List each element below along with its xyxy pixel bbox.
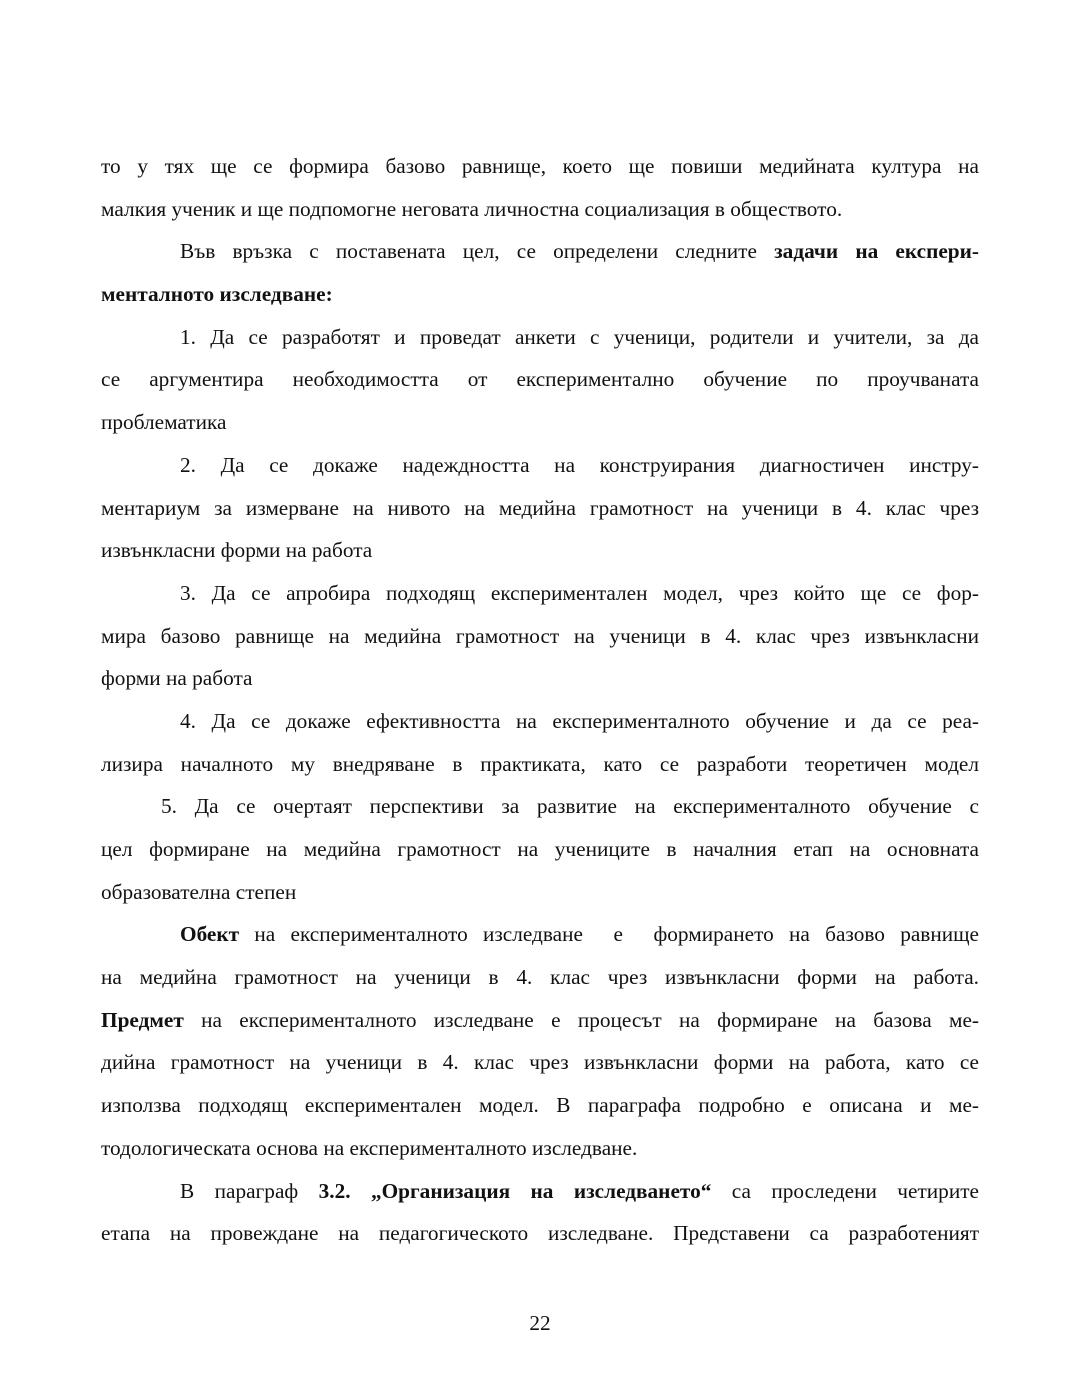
text-line: цел формиране на медийна грамотност на учениците в началния етап на основната xyxy=(101,837,979,861)
task-2-line: 2. Да се докаже надеждността на конструирания диагностичен инстру- xyxy=(180,452,979,477)
object-label: Обект xyxy=(180,922,240,947)
tasks-intro-line xyxy=(101,230,979,273)
text-line: мира базово равнище на медийна грамотност на ученици в 4. клас чрез извънкласни xyxy=(101,623,979,648)
task-5-line: 5. Да се очертаят перспективи за развитие на експерименталното обучение с xyxy=(161,794,979,819)
text-run: са проследени четирите xyxy=(711,1178,979,1203)
text-line: малкия ученик и ще подпомогне неговата личностна социализация в обществото. xyxy=(101,196,843,221)
text-run: на експерименталното изследване е процесът на формиране на базова ме- xyxy=(183,1007,979,1032)
text-line: лизира началното му внедряване в практиката, като се разработи теоретичен модел xyxy=(101,751,979,776)
text-line: използва подходящ експериментален модел. В параграфа подробно е описана и ме- xyxy=(101,1093,979,1118)
text-line: на медийна грамотност на ученици в 4. клас чрез извънкласни форми на работа. xyxy=(101,965,979,990)
tasks-heading-cont xyxy=(101,273,979,316)
task-3-line: 3. Да се апробира подходящ експериментален модел, чрез който ще се фор- xyxy=(180,580,979,605)
page-body xyxy=(101,145,979,1255)
text-line: то у тях ще се формира базово равнище, което ще повиши медийната култура на xyxy=(101,154,979,178)
text-line: форми на работа xyxy=(101,666,253,691)
subject-label: Предмет xyxy=(101,1007,184,1032)
object-line xyxy=(101,913,979,956)
text-line: образователна степен xyxy=(101,879,297,904)
text-line: проблематика xyxy=(101,410,227,435)
text-run: В параграф xyxy=(180,1178,319,1203)
tasks-heading-end: менталното изследване: xyxy=(101,282,333,307)
task-4-line: 4. Да се докаже ефективността на експерименталното обучение и да се реа- xyxy=(180,708,979,733)
text-line: дийна грамотност на ученици в 4. клас чрез извънкласни форми на работа, като се xyxy=(101,1050,979,1075)
section-title: 3.2. „Организация на изследването“ xyxy=(318,1178,712,1203)
text-run: на експерименталното изследване е формирането на базово равнище xyxy=(239,922,979,947)
task-1-line: 1. Да се разработят и проведат анкети с ученици, родители и учители, за да xyxy=(180,324,979,349)
text-line: тодологическата основа на експерименталното изследване. xyxy=(101,1135,638,1160)
section-ref-line xyxy=(101,1170,979,1213)
subject-line xyxy=(101,999,979,1042)
tasks-heading: задачи на експери- xyxy=(774,239,980,264)
page-number: 22 xyxy=(529,1311,551,1335)
text-line: етапа на провеждане на педагогическото изследване. Представени са разработеният xyxy=(101,1221,979,1246)
text-line: извънкласни форми на работа xyxy=(101,538,373,563)
text-line: се аргументира необходимостта от експериментално обучение по проучваната xyxy=(101,367,979,392)
text-run: Във връзка с поставената цел, се определени следните xyxy=(180,239,775,264)
text-line: ментариум за измерване на нивото на медийна грамотност на ученици в 4. клас чрез xyxy=(101,495,979,520)
